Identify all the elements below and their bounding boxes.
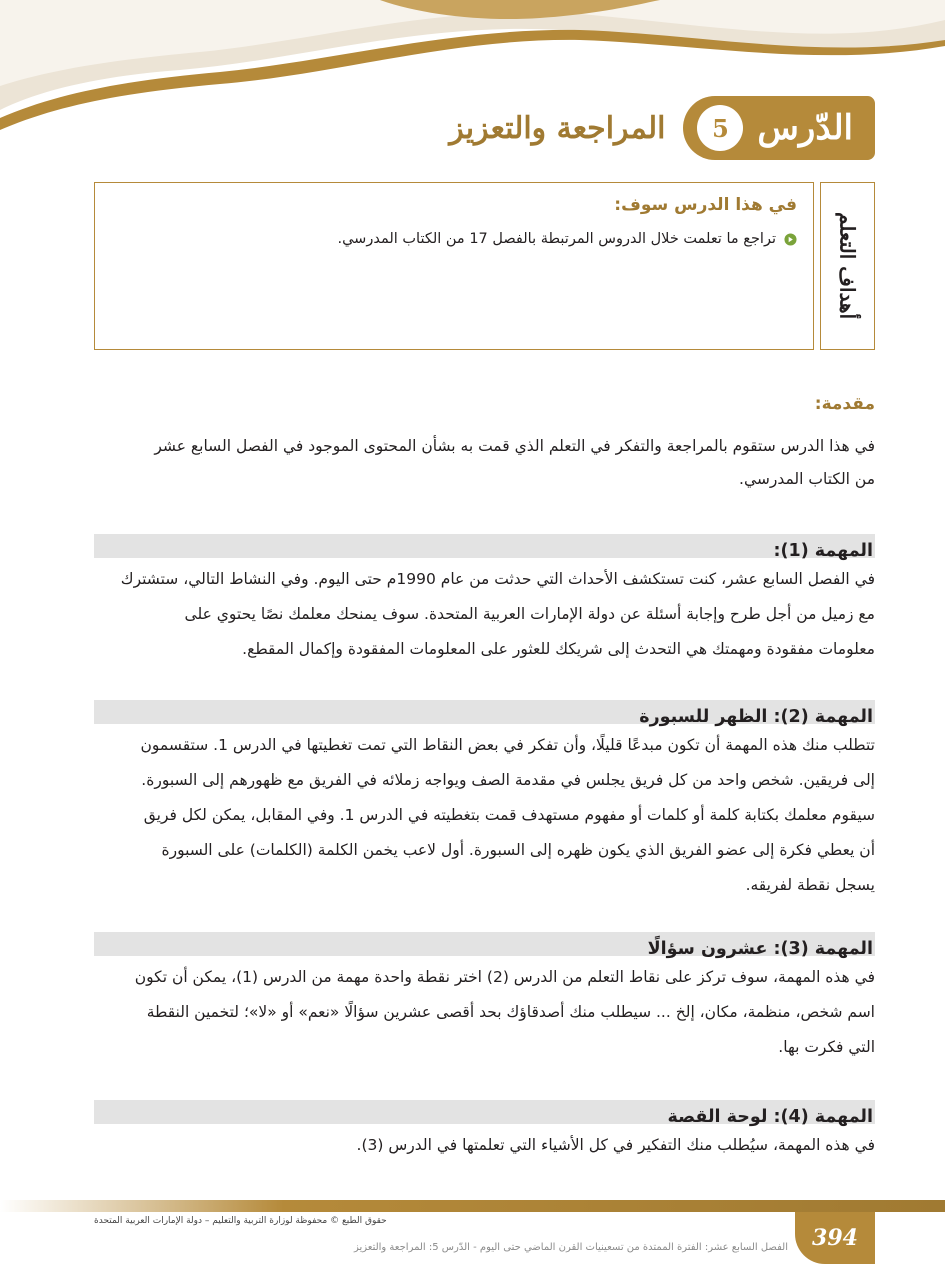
task-line: أن يعطي فكرة إلى عضو الفريق الذي يكون ظهره إلى السبورة. أول لاعب يخمن الكلمة (الكلمات) على السبورة (161, 841, 875, 859)
lesson-word: الدّرس (757, 108, 853, 148)
bullet-icon (784, 233, 797, 246)
task-header-bar (94, 932, 875, 959)
intro-line: في هذا الدرس ستقوم بالمراجعة والتفكر في التعلم الذي قمت به بشأن المحتوى الموجود في الفصل السابع عشر (154, 437, 875, 455)
task-header-bar (94, 1100, 875, 1127)
intro-line: من الكتاب المدرسي. (739, 470, 875, 488)
task-line: سيقوم معلمك بكتابة كلمة أو كلمات أو مفهوم مستهدف قمت بتغطيته في الدرس 1. وفي المقابل، يمكن لكل فريق (143, 806, 875, 824)
goals-item (111, 231, 797, 247)
copyright-notice: حقوق الطبع © محفوظة لوزارة التربية والتعليم – دولة الإمارات العربية المتحدة (94, 1216, 387, 1226)
task-body (94, 562, 875, 667)
lesson-name: المراجعة والتعزيز (449, 110, 666, 146)
task-title: المهمة (3): عشرون سؤالًا (647, 939, 873, 959)
task-line: في هذه المهمة، سيُطلب منك التفكير في كل الأشياء التي تعلمتها في الدرس (3). (356, 1136, 875, 1154)
task-line: إلى فريقين. شخص واحد من كل فريق يجلس في مقدمة الصف ويواجه زملائه في الفريق مع ظهورهم إلى السبورة. (141, 771, 875, 789)
running-footer: الفصل السابع عشر: الفترة الممتدة من تسعينيات القرن الماضي حتى اليوم - الدّرس 5: المراجعة والتعزيز (353, 1242, 788, 1253)
task-body (94, 960, 875, 1065)
intro-paragraph (94, 430, 875, 496)
lesson-number: 5 (697, 105, 743, 151)
page-number: 394 (795, 1212, 875, 1264)
task-title: المهمة (1): (773, 541, 873, 561)
task-title: المهمة (4): لوحة القصة (667, 1107, 873, 1127)
task-line: في هذه المهمة، سوف تركز على نقاط التعلم من الدرس (2) اختر نقطة واحدة مهمة من الدرس (1)، يمكن أن تكون (134, 968, 875, 986)
task-line: اسم شخص، منظمة، مكان، إلخ ... سيطلب منك أصدقاؤك بحد أقصى عشرين سؤالًا «نعم» أو «لا»؛ لتخمين النقطة (146, 1003, 875, 1021)
goals-item-text: تراجع ما تعلمت خلال الدروس المرتبطة بالفصل 17 من الكتاب المدرسي. (337, 231, 776, 247)
task-header-bar (94, 534, 875, 561)
footer-divider (0, 1200, 945, 1212)
task-line: مع زميل من أجل طرح وإجابة أسئلة عن دولة الإمارات العربية المتحدة. سوف يمنحك معلمك نصًا يحتوي على (184, 605, 875, 623)
task-body (94, 1128, 875, 1163)
task-line: معلومات مفقودة ومهمتك هي التحدث إلى شريكك للعثور على المعلومات المفقودة وإكمال المقطع. (242, 640, 875, 658)
task-line: تتطلب منك هذه المهمة أن تكون مبدعًا قليلًا، وأن تفكر في بعض النقاط التي تمت تغطيتها في الدرس 1. ستقسمون (140, 736, 875, 754)
lesson-label (683, 96, 875, 160)
learning-goals-label: أهداف التعلم (835, 212, 860, 320)
task-title: المهمة (2): الظهر للسبورة (639, 707, 873, 727)
task-4 (94, 1100, 875, 1163)
lesson-title (449, 96, 875, 160)
learning-goals-tab (820, 182, 875, 350)
intro-heading: مقدمة: (814, 394, 875, 414)
task-body (94, 728, 875, 903)
learning-goals-box (94, 182, 814, 350)
task-line: في الفصل السابع عشر، كنت تستكشف الأحداث التي حدثت من عام 1990م حتى اليوم. وفي النشاط التالي، ستشترك (120, 570, 875, 588)
task-line: التي فكرت بها. (778, 1038, 875, 1056)
task-1 (94, 534, 875, 667)
task-2 (94, 700, 875, 903)
task-3 (94, 932, 875, 1065)
task-line: يسجل نقطة لفريقه. (745, 876, 875, 894)
goals-heading: في هذا الدرس سوف: (614, 195, 797, 215)
task-header-bar (94, 700, 875, 727)
